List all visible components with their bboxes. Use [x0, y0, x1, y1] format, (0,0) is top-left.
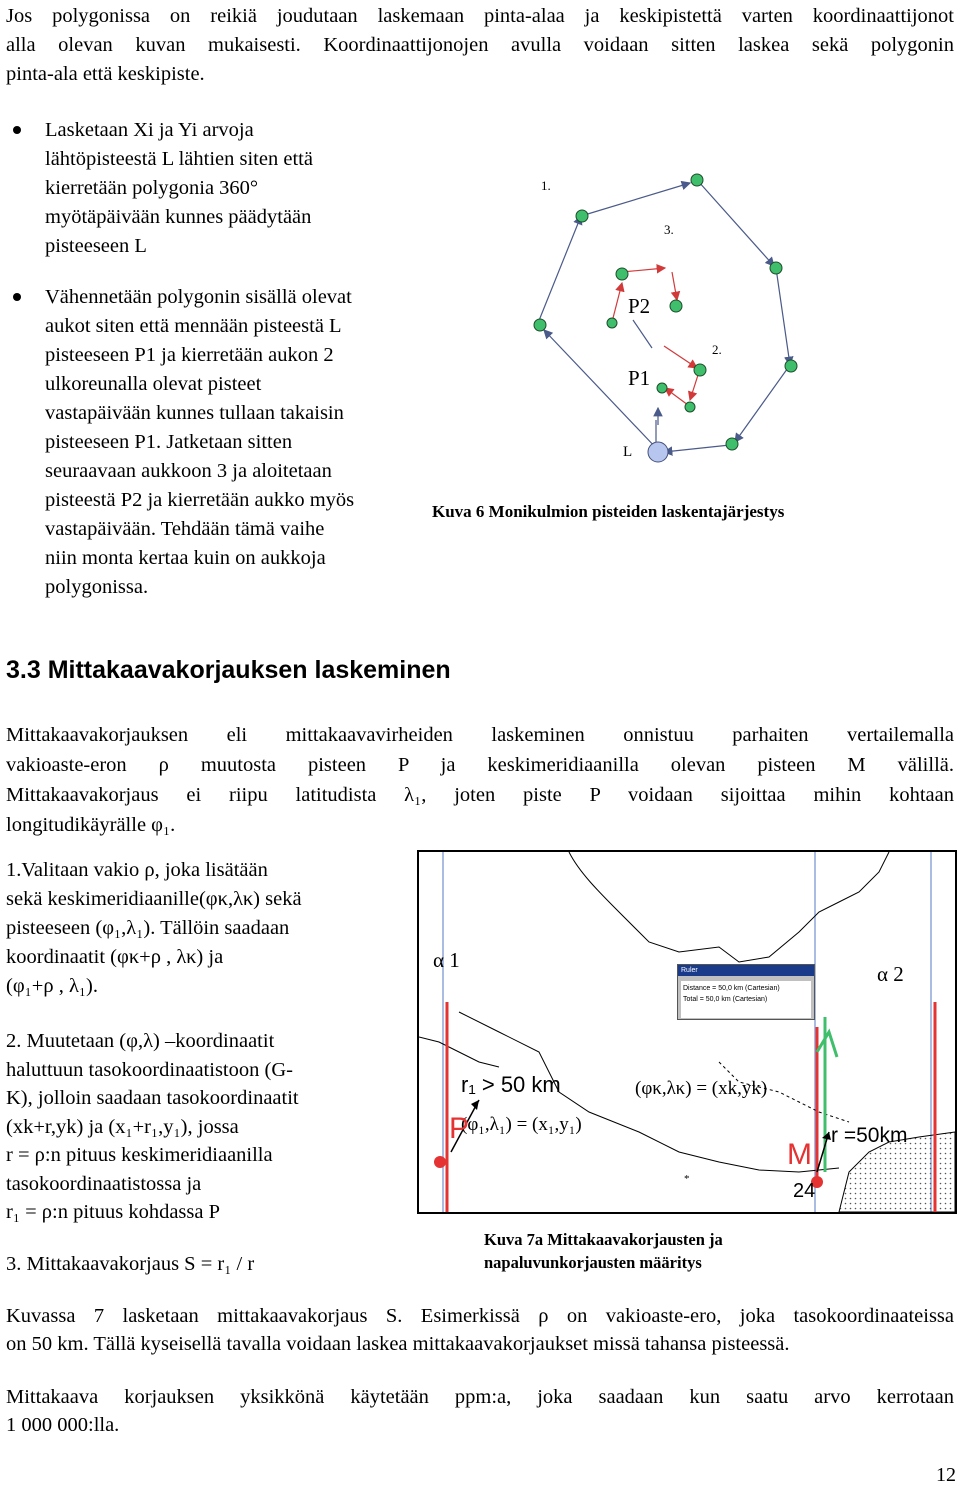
bullet-1-line: kierretään polygonia 360°	[45, 177, 259, 199]
formula-meridian: (φκ,λκ) = (xk,yk)	[635, 1078, 768, 1099]
step-1-line: (φ₁+ρ , λ₁).	[6, 975, 99, 997]
vertex	[607, 318, 617, 328]
p-label: P	[449, 1112, 470, 1145]
step-2-line: tasokoordinaatistossa ja	[6, 1172, 202, 1195]
bullet-1-line: myötäpäivään kunnes päädytään	[45, 206, 312, 228]
poly-label-1: 1.	[541, 178, 551, 193]
figure7-caption-line-1: Kuva 7a Mittakaavakorjausten ja	[484, 1230, 723, 1249]
bullet-2-line: pisteeseen P1 ja kierretään aukon 2	[45, 344, 334, 366]
vertex	[726, 438, 738, 450]
para1-line-2: vakioaste-eron ρ muutosta pisteen P ja keskimeridiaanilla olevan pisteen M välillä.	[6, 754, 954, 776]
poly-label-p1: P1	[628, 366, 651, 390]
ruler-distance: Distance = 50,0 km (Cartesian)	[683, 985, 780, 992]
r50-label: r =50km	[831, 1124, 908, 1147]
bullet-1-line: lähtöpisteestä L lähtien siten että	[45, 148, 313, 170]
bullet-1-line: pisteeseen L	[45, 235, 147, 257]
start-point-l	[648, 442, 668, 462]
vertex	[770, 262, 782, 274]
map-drawing	[419, 852, 955, 1212]
vertex	[670, 300, 682, 312]
step-2-line: (xk+r,yk) ja (x₁+r₁,y₁), jossa	[6, 1115, 239, 1138]
vertex	[685, 402, 695, 412]
step-2-line: r₁ = ρ:n pituus kohdassa P	[6, 1201, 221, 1223]
step-1-line: sekä keskimeridiaanille(φκ,λκ) sekä	[6, 888, 302, 910]
para1-line-1: Mittakaavakorjauksen eli mittakaavavirheiden laskeminen onnistuu parhaiten vertailemalla	[6, 724, 954, 746]
poly-label-2: 2.	[712, 342, 722, 357]
step-2-line: r = ρ:n pituus keskimeridiaanilla	[6, 1144, 273, 1166]
vertex	[616, 268, 628, 280]
bullet-2-line: seuraavaan aukkoon 3 ja aloitetaan	[45, 460, 332, 482]
bullet-2-line: ulkoreunalla olevat pisteet	[45, 373, 262, 395]
point-p-marker	[434, 1156, 446, 1168]
bullet-2-line: vastapäivään kunnes tullaan takaisin	[45, 402, 344, 424]
vertex	[657, 383, 667, 393]
step-2-line: haluttuun tasokoordinaatistoon (G-	[6, 1058, 293, 1081]
step-2	[6, 1027, 299, 1227]
figure6-caption: Kuva 6 Monikulmion pisteiden laskentajärjestys	[432, 502, 785, 521]
step-2-line: 2. Muutetaan (φ,λ) –koordinaatit	[6, 1030, 275, 1052]
page-number: 12	[936, 1464, 956, 1486]
bullet-2-line: vastapäivään. Tehdään tämä vaihe	[45, 518, 325, 540]
n24-label: 24	[793, 1180, 816, 1202]
poly-label-p2: P2	[628, 294, 651, 318]
bullet-2-line: pisteeseen P1. Jatketaan sitten	[45, 431, 293, 453]
step-2-line: K), jolloin saadaan tasokoordinaatit	[6, 1087, 299, 1109]
intro-line-3: pinta-ala että keskipiste.	[6, 63, 205, 85]
bullet-2-line: polygonissa.	[45, 576, 149, 598]
vertex	[691, 174, 703, 186]
bullet-1-line: Lasketaan Xi ja Yi arvoja	[45, 119, 254, 141]
section-title: 3.3 Mittakaavakorjauksen laskeminen	[6, 656, 451, 684]
para1-line-4: longitudikäyrälle φ₁.	[6, 814, 176, 836]
vertex	[534, 319, 546, 331]
alpha-2-label: α 2	[877, 962, 904, 986]
map-figure	[417, 850, 957, 1214]
ruler-content	[681, 981, 811, 1018]
step-1-line: koordinaatit (φκ+ρ , λκ) ja	[6, 946, 224, 968]
vertex	[576, 210, 588, 222]
poly-label-3: 3.	[664, 222, 674, 237]
formula-point: (φ₁,λ₁) = (x₁,y₁)	[461, 1114, 582, 1135]
poly-label-l: L	[623, 444, 633, 460]
svg-text:*: *	[684, 1173, 690, 1185]
vertex	[694, 364, 706, 376]
alpha-1-label: α 1	[433, 948, 460, 972]
para3-line-1: Mittakaava korjauksen yksikkönä käytetään ppm:a, joka saadaan kun saatu arvo kerrotaan	[6, 1386, 954, 1408]
step-1	[6, 856, 302, 1001]
m-label: M	[787, 1138, 812, 1171]
para1-line-3: Mittakaavakorjaus ei riipu latitudista λ₁, joten piste P voidaan sijoittaa mihin kohtaan	[6, 784, 954, 806]
para2-line-1: Kuvassa 7 lasketaan mittakaavakorjaus S. Esimerkissä ρ on vakioaste-ero, joka tasokoordinaateissa	[6, 1305, 954, 1327]
bullet-dot	[13, 126, 21, 134]
ruler-title: Ruler	[678, 965, 814, 976]
bullet-2-line: niin monta kertaa kuin on aukkoja	[45, 547, 326, 569]
step-3: 3. Mittakaavakorjaus S = r₁ / r	[6, 1253, 255, 1275]
intro-line-1: Jos polygonissa on reikiä joudutaan laskemaan pinta-alaa ja keskipistettä varten koordinaattijonot	[6, 5, 954, 27]
bullet-2-line: Vähennetään polygonin sisällä olevat	[45, 286, 352, 308]
bullet-2-line: pisteestä P2 ja kierretään aukko myös	[45, 489, 355, 511]
bullet-2	[45, 283, 354, 602]
vertex	[785, 360, 797, 372]
intro-line-2: alla olevan kuvan mukaisesti. Koordinaattijonojen avulla voidaan sitten laskea sekä polygonin	[6, 34, 954, 56]
ruler-dialog[interactable]	[677, 964, 815, 1020]
ruler-total: Total = 50,0 km (Cartesian)	[683, 996, 768, 1003]
para3-line-2: 1 000 000:lla.	[6, 1414, 120, 1436]
bullet-2-line: aukot siten että mennään pisteestä L	[45, 315, 342, 337]
step-1-line: pisteeseen (φ₁,λ₁). Tällöin saadaan	[6, 917, 290, 939]
r1-label: r₁ > 50 km	[461, 1072, 561, 1097]
bullet-dot	[13, 293, 21, 301]
bullet-1	[45, 116, 313, 261]
para2-line-2: on 50 km. Tällä kyseisellä tavalla voidaan laskea mittakaavakorjaukset missä tahansa pisteessä.	[6, 1333, 790, 1355]
polygon-diagram	[520, 165, 820, 475]
figure7-caption-line-2: napaluvunkorjausten määritys	[484, 1253, 702, 1272]
step-1-line: 1.Valitaan vakio ρ, joka lisätään	[6, 859, 268, 881]
